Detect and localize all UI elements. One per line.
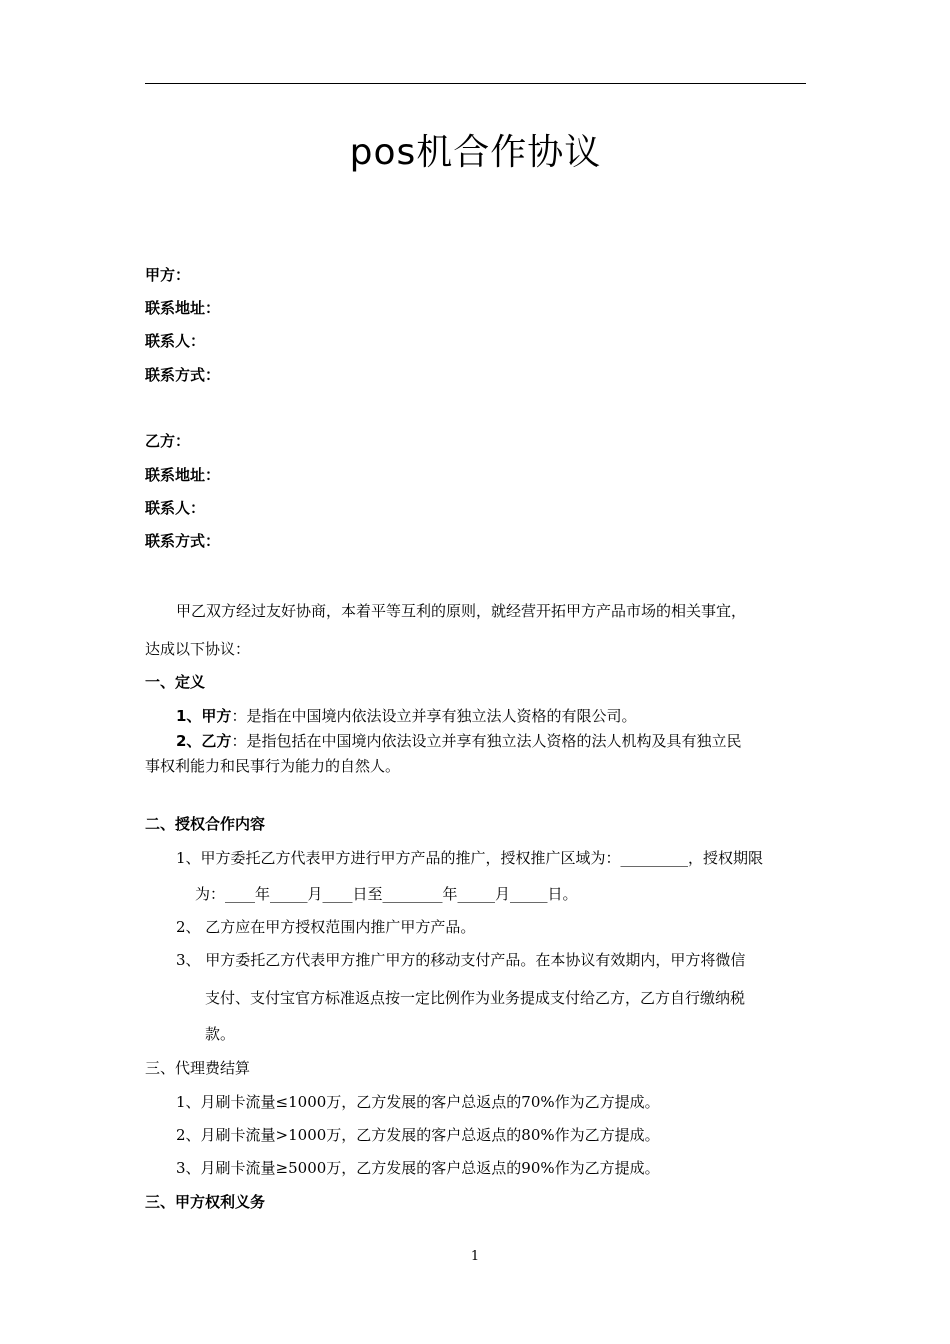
authorization-item-3-line-2: 支付、支付宝官方标准返点按一定比例作为业务提成支付给乙方，乙方自行缴纳税: [205, 989, 746, 1007]
section-2-heading: 二、授权合作内容: [145, 815, 266, 833]
authorization-item-1-line-1: 1、甲方委托乙方代表甲方进行甲方产品的推广，授权推广区域为：_________，授权期限: [176, 849, 764, 867]
intro-line-2: 达成以下协议：: [145, 640, 251, 658]
section-4-heading: 三、甲方权利义务: [145, 1193, 266, 1211]
party-b-contact-label: 联系人：: [145, 499, 206, 517]
authorization-item-2: 2、 乙方应在甲方授权范围内推广甲方产品。: [176, 918, 476, 936]
fee-item-2: 2、月刷卡流量>1000万，乙方发展的客户总返点的80%作为乙方提成。: [176, 1126, 660, 1144]
party-b-label: 乙方：: [145, 432, 191, 450]
party-a-label: 甲方：: [145, 266, 191, 284]
definition-item-2-text: ：是指包括在中国境内依法设立并享有独立法人资格的法人机构及具有独立民: [231, 732, 742, 750]
definition-item-2-continuation: 事权利能力和民事行为能力的自然人。: [145, 757, 401, 775]
party-a-address-label: 联系地址：: [145, 299, 221, 317]
authorization-item-3-line-1: 3、 甲方委托乙方代表甲方推广甲方的移动支付产品。在本协议有效期内，甲方将微信: [176, 951, 746, 969]
section-3-heading: 三、代理费结算: [145, 1059, 251, 1077]
section-1-heading: 一、定义: [145, 673, 206, 691]
authorization-item-1-line-2: 为：____年_____月____日至________年_____月_____日。: [195, 885, 578, 903]
party-b-phone-label: 联系方式：: [145, 532, 221, 550]
page-number: 1: [470, 1249, 480, 1264]
header-rule: [145, 83, 806, 84]
party-b-address-label: 联系地址：: [145, 466, 221, 484]
fee-item-1: 1、月刷卡流量≤1000万，乙方发展的客户总返点的70%作为乙方提成。: [176, 1093, 660, 1111]
party-a-phone-label: 联系方式：: [145, 366, 221, 384]
definition-item-1: [176, 706, 636, 726]
definition-item-1-text: ：是指在中国境内依法设立并享有独立法人资格的有限公司。: [231, 707, 637, 725]
party-a-contact-label: 联系人：: [145, 332, 206, 350]
authorization-item-3-line-3: 款。: [205, 1025, 236, 1043]
intro-line-1: 甲乙双方经过友好协商，本着平等互利的原则，就经营开拓甲方产品市场的相关事宜，: [176, 602, 747, 620]
definition-item-1-label: 1、甲方: [176, 707, 232, 725]
document-title: pos机合作协议: [349, 132, 602, 173]
fee-item-3: 3、月刷卡流量≥5000万，乙方发展的客户总返点的90%作为乙方提成。: [176, 1159, 660, 1177]
definition-item-2-label: 2、乙方: [176, 732, 232, 750]
definition-item-2: [176, 731, 741, 751]
